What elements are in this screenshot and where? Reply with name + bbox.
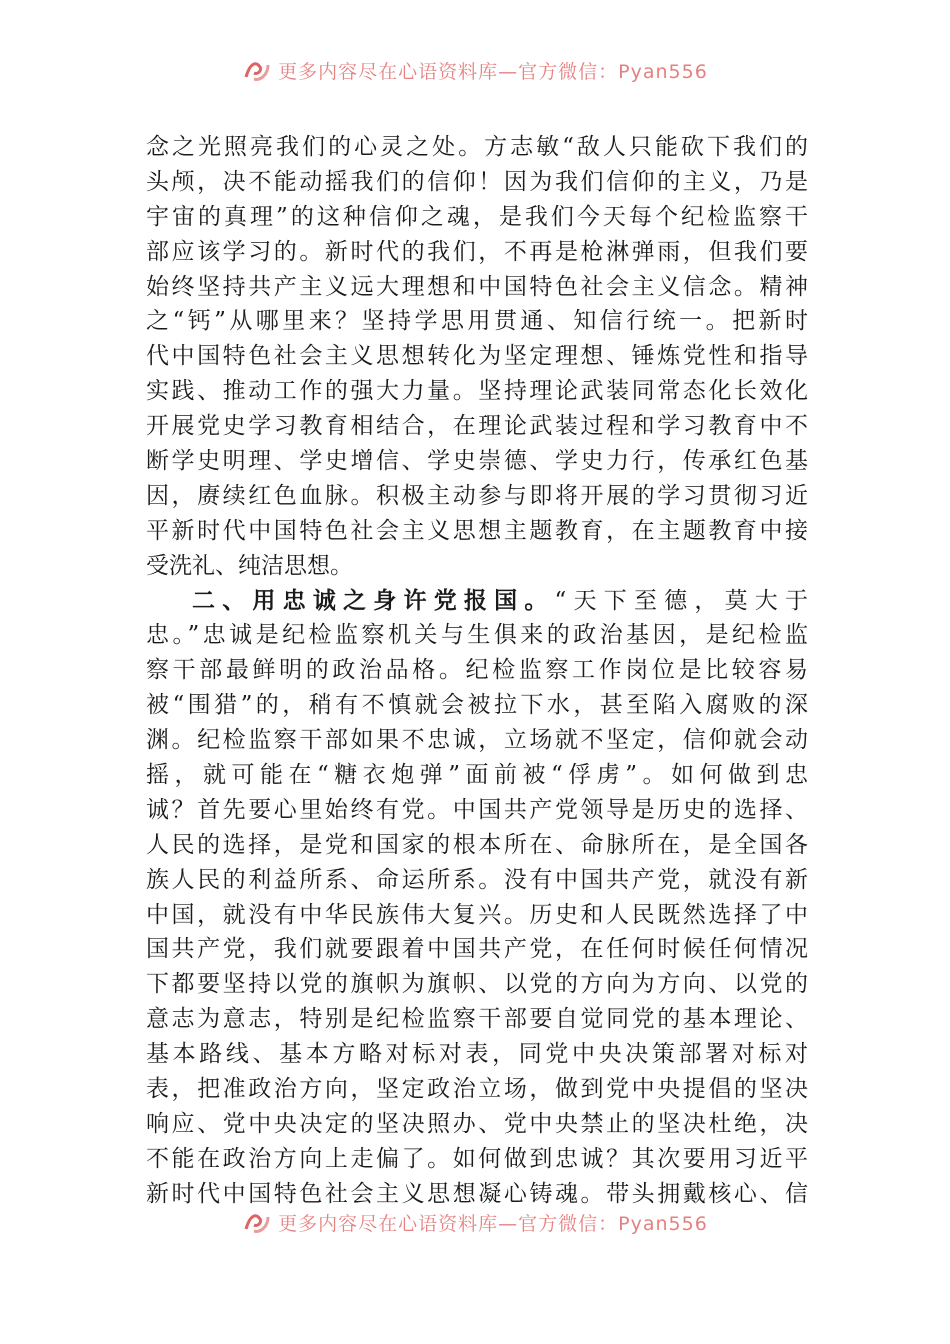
- text-line: 察干部最鲜明的政治品格。纪检监察工作岗位是比较容易: [146, 657, 808, 684]
- text-line: 表，把准政治方向，坚定政治立场，做到党中央提倡的坚决: [146, 1076, 808, 1103]
- paragraph-1: [146, 130, 808, 584]
- header-watermark: [0, 50, 950, 90]
- ribbon-logo-icon: [242, 57, 272, 83]
- text-line: 族人民的利益所系、命运所系。没有中国共产党，就没有新: [146, 866, 808, 893]
- footer-watermark: [0, 1202, 950, 1242]
- text-line: 念之光照亮我们的心灵之处。方志敏“敌人只能砍下我们的: [146, 134, 808, 160]
- text-line: 下都要坚持以党的旗帜为旗帜、以党的方向为方向、以党的: [146, 971, 808, 998]
- paragraph-2: [146, 584, 808, 1212]
- text-line: 断学史明理、学史增信、学史崇德、学史力行，传承红色基: [146, 448, 808, 475]
- text-line: 诚？首先要心里始终有党。中国共产党领导是历史的选择、: [146, 796, 808, 823]
- text-line: 忠。”忠诚是纪检监察机关与生俱来的政治基因，是纪检监: [146, 622, 808, 649]
- document-body: [146, 130, 808, 1212]
- text-line: 人民的选择，是党和国家的根本所在、命脉所在，是全国各: [146, 831, 808, 858]
- section-heading-line: [146, 584, 808, 619]
- text-line: 受洗礼、纯洁思想。: [146, 552, 353, 579]
- text-line: 意志为意志，特别是纪检监察干部要自觉同党的基本理论、: [146, 1006, 808, 1033]
- text-line: 渊。纪检监察干部如果不忠诚，立场就不坚定，信仰就会动: [146, 727, 808, 754]
- text-line: 部应该学习的。新时代的我们，不再是枪淋弹雨，但我们要: [146, 238, 808, 265]
- text-line: 头颅，决不能动摇我们的信仰！因为我们信仰的主义，乃是: [146, 168, 808, 195]
- text-line: 摇，就可能在“糖衣炮弹”面前被“俘虏”。如何做到忠: [146, 762, 808, 789]
- text-line: 响应、党中央决定的坚决照办、党中央禁止的坚决杜绝，决: [146, 1110, 808, 1137]
- text-line: 国共产党，我们就要跟着中国共产党，在任何时候任何情况: [146, 936, 808, 963]
- text-line: 被“围猎”的，稍有不慎就会被拉下水，甚至陷入腐败的深: [146, 692, 808, 719]
- text-line: 因，赓续红色血脉。积极主动参与即将开展的学习贯彻习近: [146, 482, 808, 509]
- heading-line-rest: “天下至德，莫大于: [554, 587, 808, 614]
- text-line: 新时代中国特色社会主义思想凝心铸魂。带头拥戴核心、信: [146, 1180, 808, 1207]
- text-line: 平新时代中国特色社会主义思想主题教育，在主题教育中接: [146, 517, 808, 544]
- text-line: 基本路线、基本方略对标对表，同党中央决策部署对标对: [146, 1041, 808, 1068]
- watermark-text: 更多内容尽在心语资料库—官方微信：Pyan556: [278, 1212, 708, 1235]
- text-line: 不能在政治方向上走偏了。如何做到忠诚？其次要用习近平: [146, 1145, 808, 1172]
- section-heading: 二、用忠诚之身许党报国。: [192, 586, 555, 614]
- text-line: 始终坚持共产主义远大理想和中国特色社会主义信念。精神: [146, 273, 808, 300]
- text-line: 之“钙”从哪里来？坚持学思用贯通、知信行统一。把新时: [146, 308, 808, 335]
- text-line: 开展党史学习教育相结合，在理论武装过程和学习教育中不: [146, 413, 808, 440]
- watermark-text: 更多内容尽在心语资料库—官方微信：Pyan556: [278, 60, 708, 83]
- text-line: 实践、推动工作的强大力量。坚持理论武装同常态化长效化: [146, 378, 808, 405]
- text-line: 代中国特色社会主义思想转化为坚定理想、锤炼党性和指导: [146, 343, 808, 370]
- text-line: 中国，就没有中华民族伟大复兴。历史和人民既然选择了中: [146, 901, 808, 928]
- ribbon-logo-icon: [242, 1209, 272, 1235]
- text-line: 宇宙的真理”的这种信仰之魂，是我们今天每个纪检监察干: [146, 203, 808, 230]
